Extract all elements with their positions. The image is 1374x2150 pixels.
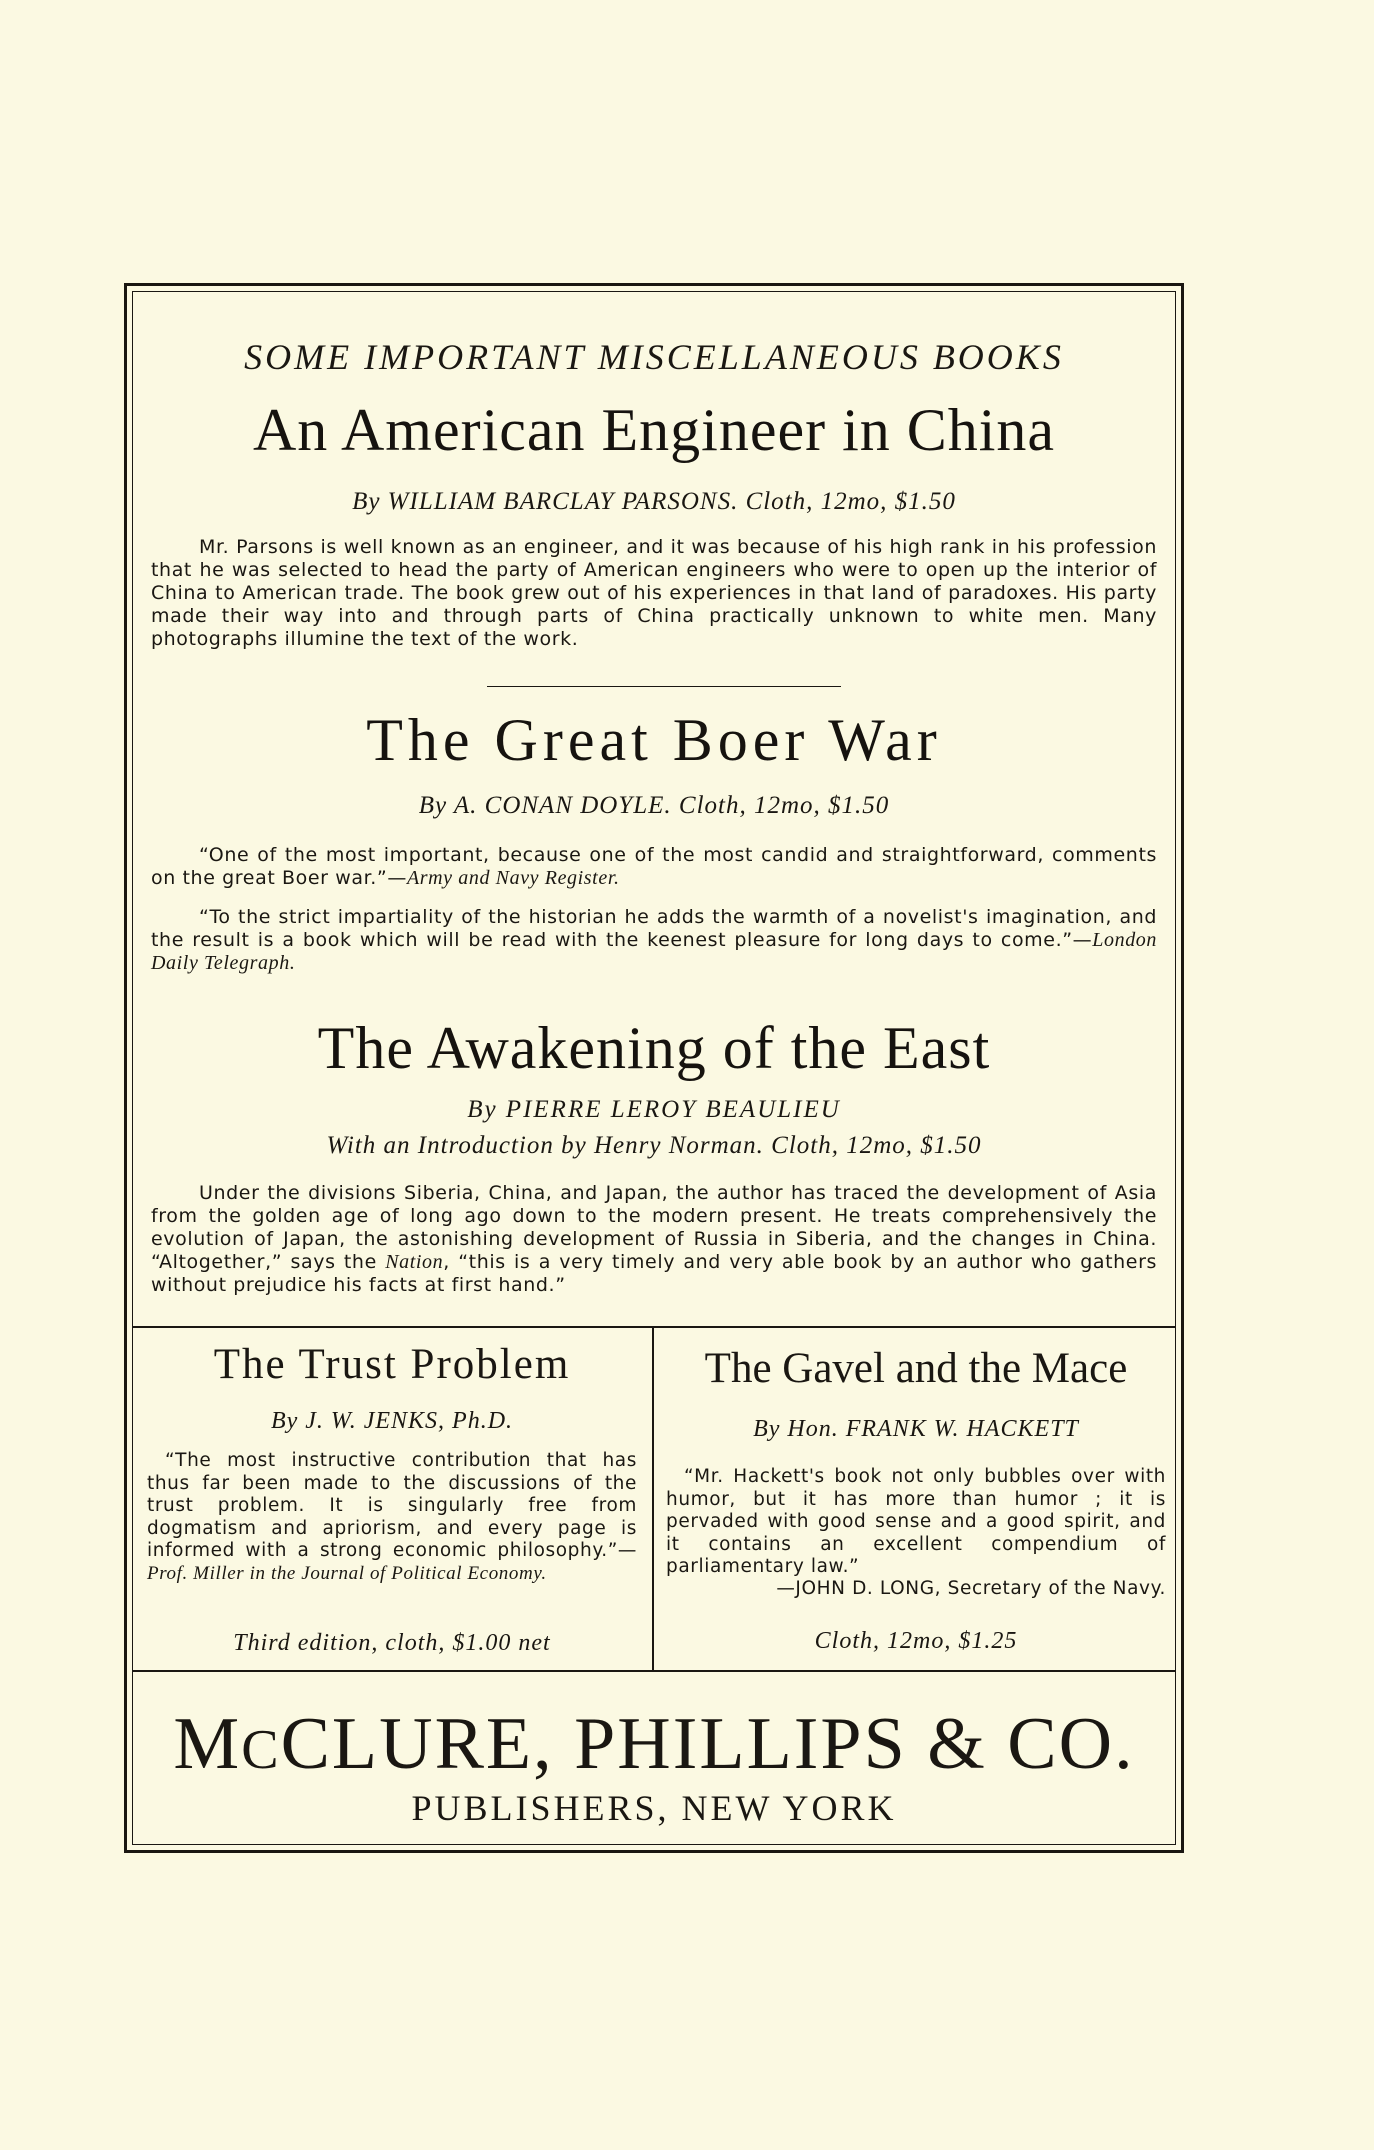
edition-price-trust-problem: Third edition, cloth, $1.00 net	[233, 1630, 551, 1656]
quote-text: “To the strict impartiality of the historian he adds the warmth of a novelist's imagination, and the result is a book which will be read with the keenest pleasure for long days to come.”—	[151, 906, 1157, 951]
advertisement-inner-border	[132, 291, 1176, 1845]
advertisement-frame	[124, 283, 1184, 1853]
book-title-trust-problem: The Trust Problem	[213, 1341, 571, 1388]
byline-jenks: By J. W. JENKS, Ph.D.	[270, 1408, 514, 1434]
book-title-engineer-in-china: An American Engineer in China	[252, 397, 1056, 463]
column-gavel-and-mace	[666, 1328, 1166, 1668]
quote-army-navy-register	[151, 844, 1157, 890]
page-heading: SOME IMPORTANT MISCELLANEOUS BOOKS	[244, 337, 1064, 377]
description-awakening-of-east	[151, 1182, 1157, 1297]
byline-hackett: By Hon. FRANK W. HACKETT	[753, 1416, 1079, 1442]
column-divider	[652, 1328, 654, 1670]
publisher-city: PUBLISHERS, NEW YORK	[411, 1788, 897, 1828]
publisher-top-rule	[133, 1670, 1175, 1672]
quote-london-telegraph	[151, 906, 1157, 975]
quote-source: London Daily Telegraph.	[151, 929, 1157, 974]
description-part: Under the divisions Siberia, China, and Japan, the author has traced the development of Asia from the golden age of long ago down to the modern present. He treats comprehensively the evolution of Japan, the astonishing development of Russia in Siberia, and the changes in China. “Altogether,” says the	[151, 1182, 1157, 1273]
publisher-name	[133, 1702, 1175, 1787]
publisher-name-c: C	[241, 1719, 281, 1781]
quote-text: “The most instructive contribution that has thus far been made to the discussions of the trust problem. It is singularly free from dogmatism and apriorism, and every page is informed with a strong economic philosophy.”—	[147, 1450, 637, 1561]
book-title-awakening-of-east: The Awakening of the East	[317, 1015, 991, 1081]
book-title-great-boer-war: The Great Boer War	[366, 707, 942, 773]
quote-source: Army and Navy Register.	[406, 867, 620, 889]
price-gavel-and-mace: Cloth, 12mo, $1.25	[814, 1628, 1018, 1654]
description-engineer-in-china: Mr. Parsons is well known as an engineer, and it was because of his high rank in his profession that he was selected to head the party of American engineers who were to open up the interior of China to American trade. The book grew out of his experiences in that land of paradoxes. His party made their way into and through parts of China practically unknown to white men. Many photographs illumine the text of the work.	[151, 536, 1157, 650]
byline-introduction: With an Introduction by Henry Norman. Cloth, 12mo, $1.50	[326, 1132, 982, 1159]
quote-text: “One of the most important, because one of the most candid and straightforward, comments on the great Boer war.”—	[151, 844, 1157, 889]
section-divider	[487, 686, 841, 687]
column-trust-problem	[147, 1328, 637, 1668]
book-title-gavel-and-mace: The Gavel and the Mace	[704, 1345, 1128, 1392]
publisher-name-mc: M	[173, 1703, 242, 1785]
attribution-john-long	[666, 1578, 1166, 1601]
byline-parsons: By WILLIAM BARCLAY PARSONS. Cloth, 12mo, $1.50	[352, 488, 956, 515]
nation-citation: Nation	[385, 1251, 444, 1273]
byline-doyle: By A. CONAN DOYLE. Cloth, 12mo, $1.50	[418, 792, 890, 819]
quote-gavel-and-mace: “Mr. Hackett's book not only bubbles over with humor, but it has more than humor ; it is pervaded with good sense and a good spirit, and it contains an excellent compendium of parliamentary law.”	[666, 1466, 1166, 1577]
publisher-name-rest: CLURE, PHILLIPS & CO.	[280, 1703, 1135, 1785]
description-part: , “this is a very timely and very able book by an author who gathers without prejudice his facts at first hand.”	[151, 1251, 1157, 1296]
quote-trust-problem	[147, 1450, 637, 1585]
byline-beaulieu: By PIERRE LEROY BEAULIEU	[467, 1096, 841, 1123]
attribution-text: —JOHN D. LONG, Secretary of the Navy.	[776, 1578, 1166, 1599]
quote-source: Prof. Miller in the Journal of Political Economy.	[147, 1562, 547, 1584]
